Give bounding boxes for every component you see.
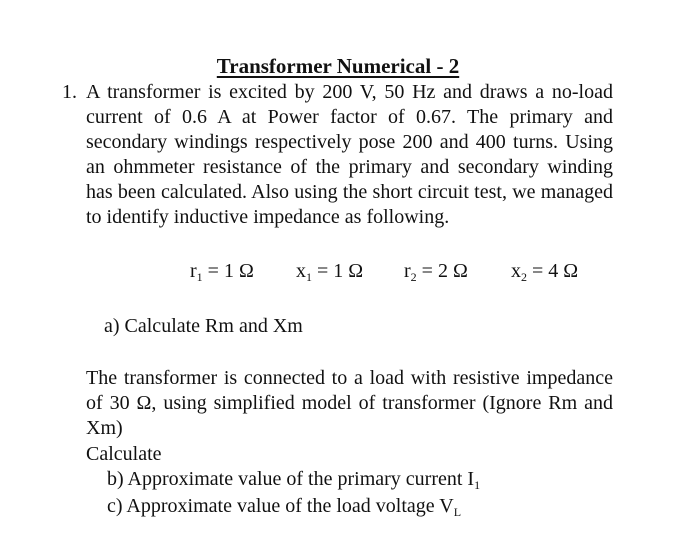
parameter-r1	[190, 259, 254, 284]
parameter-r2-subscript: 2	[410, 270, 417, 284]
parameter-r1-symbol: r	[190, 260, 197, 282]
part-b-text: b) Approximate value of the primary current I	[107, 468, 475, 490]
question-number: 1.	[62, 81, 77, 103]
parameter-r2	[404, 259, 468, 284]
parameter-x2-subscript: 2	[521, 270, 527, 284]
parameter-r1-subscript: 1	[196, 270, 203, 284]
parameter-x2-symbol: x	[511, 260, 521, 282]
parameter-x1-subscript: 1	[306, 270, 312, 284]
load-paragraph: The transformer is connected to a load with resistive impedance of 30 Ω, using simplified model of transformer (Ignore Rm and Xm)	[86, 367, 613, 439]
part-c	[107, 494, 461, 519]
parameter-x2	[511, 259, 578, 284]
part-a: a) Calculate Rm and Xm	[104, 315, 303, 337]
part-c-subscript: L	[453, 505, 462, 519]
document-title: Transformer Numerical - 2	[216, 54, 460, 78]
parameter-x1	[296, 259, 363, 284]
parameter-r1-value: = 1 Ω	[202, 260, 254, 282]
part-b	[107, 467, 480, 492]
parameter-x1-symbol: x	[296, 260, 306, 282]
parameter-x2-value: = 4 Ω	[527, 260, 579, 282]
parameter-r2-symbol: r	[404, 260, 411, 282]
parameter-x1-value: = 1 Ω	[312, 260, 364, 282]
calculate-label: Calculate	[86, 443, 162, 465]
question-intro: A transformer is excited by 200 V, 50 Hz and draws a no-load current of 0.6 A at Power factor of 0.67. The primary and secondary windings respectively pose 200 and 400 turns. Using an ohmmeter resistance of the primary and secondary winding has been calculated. Also using the short circuit test, we managed to identify inductive impedance as following.	[86, 81, 613, 228]
part-c-text: c) Approximate value of the load voltage V	[107, 495, 454, 517]
part-b-subscript: 1	[474, 478, 481, 492]
parameter-r2-value: = 2 Ω	[416, 260, 468, 282]
